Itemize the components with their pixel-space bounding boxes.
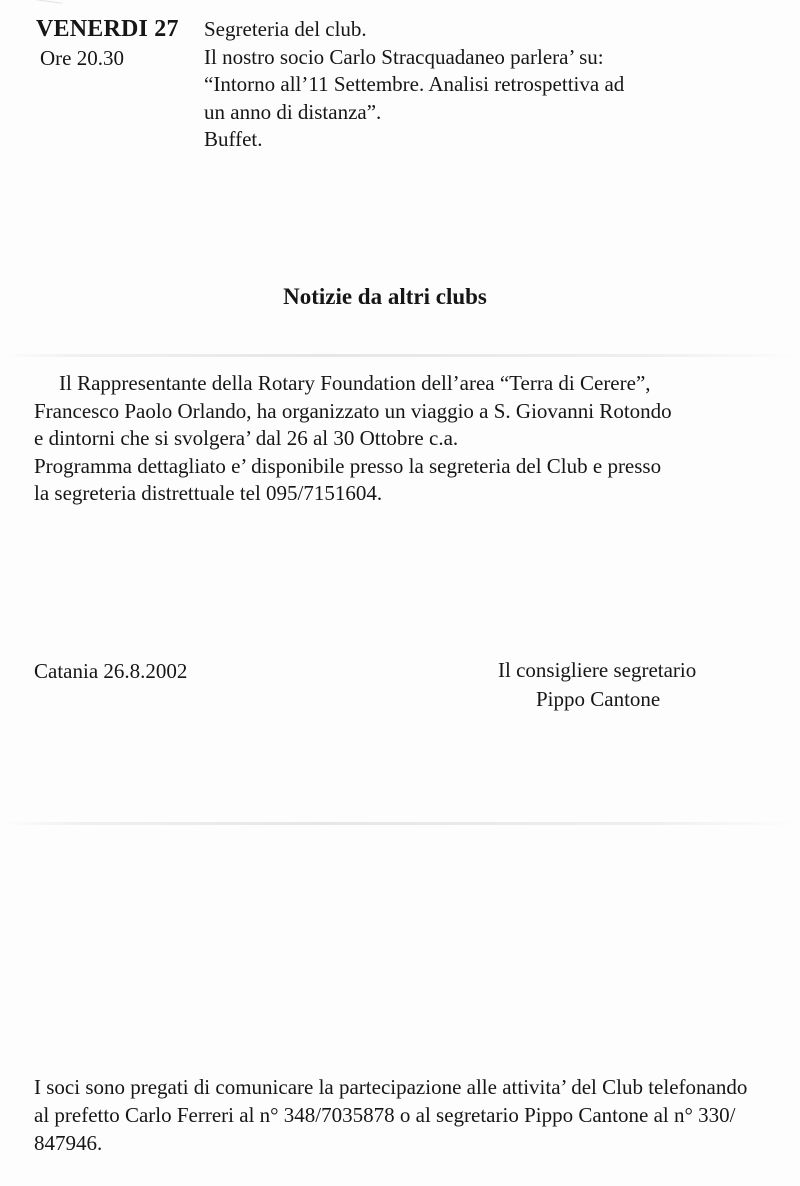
news-line: Programma dettagliato e’ disponibile presso la segreteria del Club e presso [34,453,662,478]
place-date: Catania 26.8.2002 [34,659,188,683]
section-title: Notizie da altri clubs [283,284,487,309]
news-line: la segreteria distrettuale tel 095/7151604. [34,481,383,505]
paper-fold-line [0,354,800,357]
event-line: un anno di distanza”. [204,99,382,124]
signer-name: Pippo Cantone [536,687,661,711]
event-description [204,16,624,154]
news-line: Francesco Paolo Orlando, ha organizzato un viaggio a S. Giovanni Rotondo [34,398,672,423]
scan-mark [22,0,63,12]
event-line: “Intorno all’11 Settembre. Analisi retrospettiva ad [204,72,625,96]
event-line: Buffet. [204,127,263,151]
event-time: Ore 20.30 [40,46,124,70]
event-day: VENERDI 27 [36,16,179,42]
footer-line: al prefetto Carlo Ferreri al n° 348/7035878 o al segretario Pippo Cantone al n° 330/ [34,1103,736,1127]
signer-role: Il consigliere segretario [498,658,697,682]
footer-line: 847946. [34,1131,103,1155]
paper-fold-line [0,822,800,825]
footer-line: I soci sono pregati di comunicare la partecipazione alle attivita’ del Club telefonando [34,1075,748,1099]
footer-note [34,1073,800,1157]
event-line: Segreteria del club. [204,17,367,41]
signature-block [498,656,738,714]
news-line: Il Rappresentante della Rotary Foundation dell’area “Terra di Cerere”, [59,371,651,395]
news-paragraph [34,370,754,508]
news-line: e dintorni che si svolgera’ dal 26 al 30 Ottobre c.a. [34,426,459,450]
event-line: Il nostro socio Carlo Stracquadaneo parlera’ su: [204,44,604,69]
